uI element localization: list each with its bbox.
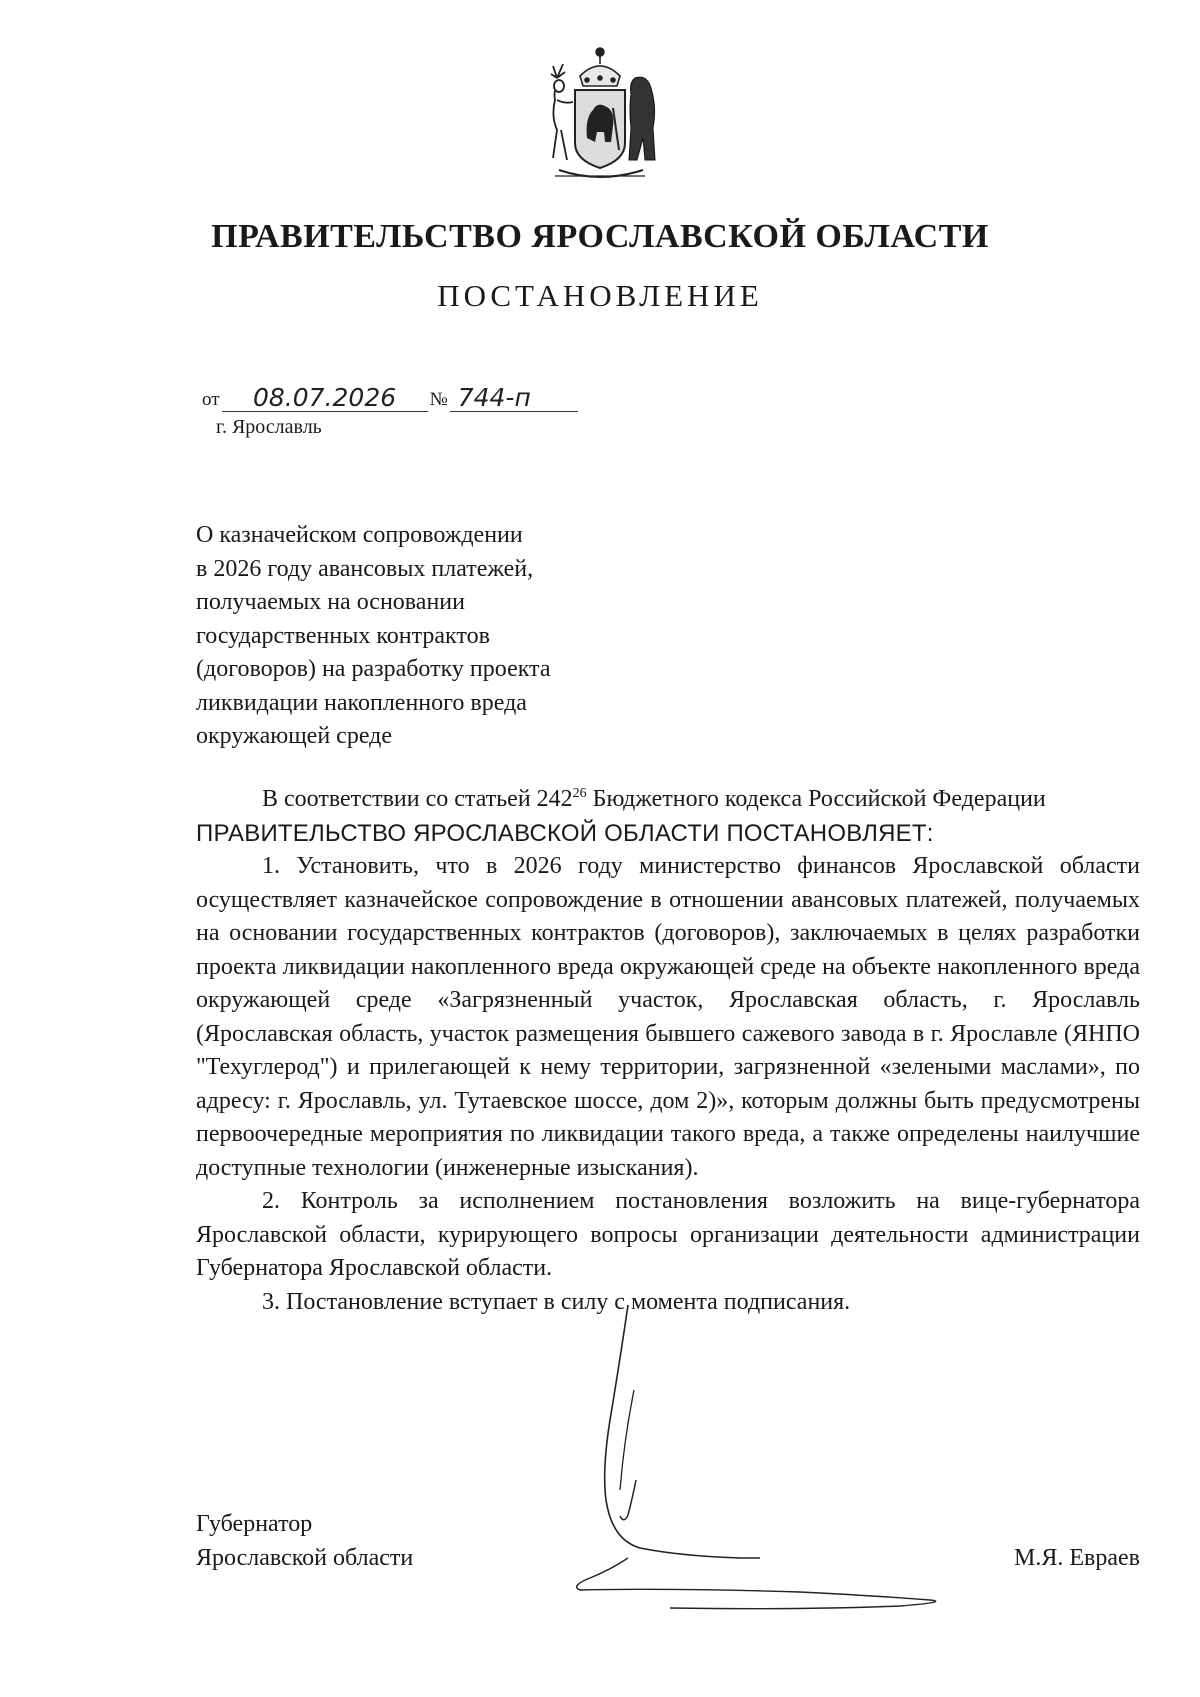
resolution-heading: ПРАВИТЕЛЬСТВО ЯРОСЛАВСКОЙ ОБЛАСТИ ПОСТАНОВЛЯЕТ: <box>196 819 934 847</box>
article-superscript: 26 <box>572 786 587 801</box>
document-subject <box>196 519 551 754</box>
item-1: 1. Установить, что в 2026 году министерство финансов Ярославской области осуществляет казначейское сопровождение в отношении авансовых платежей, получаемых на основании государственных контрактов (договоров), заключаемых в целях разработки проекта ликвидации накопленного вреда окружающей среде на объекте накопленного вреда окружающей среде «Загрязненный участок, Ярославская область, г. Ярославль (Ярославская область, участок размещения бывшего сажевого завода в г. Ярославле (ЯНПО "Техуглерод") и прилегающей к нему территории, загрязненной «зелеными маслами», по адресу: г. Ярославль, ул. Тутаевское шоссе, дом 2)», которым должны быть предусмотрены первоочередные мероприятия по ликвидации такого вреда, а также определены наилучшие доступные технологии (инженерные изыскания). <box>196 853 1140 1181</box>
subject-line: (договоров) на разработку проекта <box>196 656 551 682</box>
signatory-position <box>196 1507 413 1575</box>
document-type: ПОСТАНОВЛЕНИЕ <box>437 278 763 313</box>
subject-line: ликвидации накопленного вреда <box>196 689 527 716</box>
city: г. Ярославль <box>216 416 322 438</box>
signatory-name: М.Я. Евраев <box>1014 1545 1140 1571</box>
subject-line: в 2026 году авансовых платежей, <box>196 555 534 582</box>
subject-line: государственных контрактов <box>196 622 490 649</box>
document-body <box>196 783 1140 1319</box>
position-line: Губернатор <box>196 1511 313 1537</box>
government-title: ПРАВИТЕЛЬСТВО ЯРОСЛАВСКОЙ ОБЛАСТИ <box>211 218 989 255</box>
document-date: 08.07.2026 <box>222 385 428 412</box>
handwritten-signature <box>550 1300 990 1640</box>
subject-line: получаемых на основании <box>196 589 465 615</box>
document-number: 744-п <box>450 385 578 412</box>
item-2: 2. Контроль за исполнением постановления возложить на вице-губернатора Ярославской области, курирующего вопросы организации деятельности администрации Губернатора Ярославской области. <box>196 1188 1140 1281</box>
preamble-text: В соответствии со статьей 242 <box>262 786 573 812</box>
subject-line: О казначейском сопровождении <box>196 522 523 548</box>
position-line: Ярославской области <box>196 1545 414 1571</box>
subject-line: окружающей среде <box>196 723 393 749</box>
preamble <box>196 783 1140 817</box>
date-label: от <box>202 389 220 410</box>
item-3: 3. Постановление вступает в силу с момента подписания. <box>262 1288 851 1315</box>
number-label: № <box>429 389 448 410</box>
registration-line <box>200 385 578 412</box>
coat-of-arms-emblem <box>535 38 665 188</box>
preamble-text-end: Бюджетного кодекса Российской Федерации <box>586 786 1046 812</box>
